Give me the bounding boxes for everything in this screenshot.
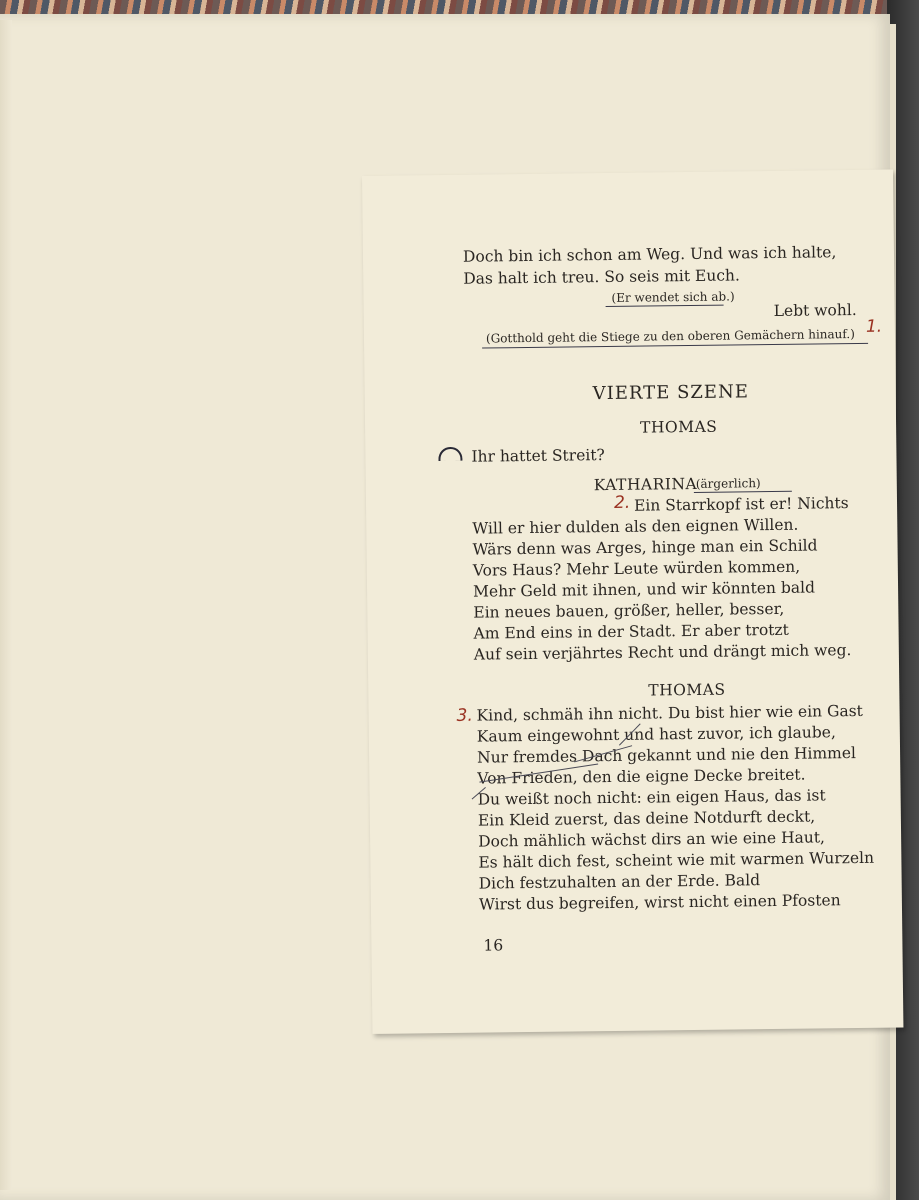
- page-number: 16: [483, 936, 504, 955]
- verse-line: Dich festzuhalten an der Erde. Bald: [478, 871, 761, 893]
- verse-line: Am End eins in der Stadt. Er aber trotzt: [473, 620, 789, 643]
- verse-line: Will er hier dulden als den eignen Willen.: [472, 515, 799, 538]
- verse-line: Kaum eingewohnt und hast zuvor, ich glaube,: [476, 723, 836, 746]
- stage-direction: (Gotthold geht die Stiege zu den oberen Gemächern hinauf.): [485, 326, 855, 346]
- verse-line: Doch mählich wächst dirs an wie eine Haut,: [478, 828, 826, 851]
- verse-line: Kind, schmäh ihn nicht. Du bist hier wie ein Gast: [476, 701, 863, 725]
- speaker-name: THOMAS: [639, 417, 718, 437]
- verse-line: Wärs denn was Arges, hinge man ein Schild: [472, 536, 818, 559]
- stage-direction: (ärgerlich): [695, 476, 761, 491]
- verse-line: Vors Haus? Mehr Leute würden kommen,: [472, 557, 801, 580]
- verse-line: Du weißt noch nicht: ein eigen Haus, das ist: [477, 786, 826, 809]
- pencil-underline: [694, 491, 792, 493]
- speaker-name: KATHARINA: [593, 474, 698, 495]
- verse-line: Ihr hattet Streit?: [471, 446, 605, 466]
- annotation-mark: 3.: [456, 705, 473, 726]
- album-page-margin: [0, 20, 12, 1190]
- verse-line: Mehr Geld mit ihnen, und wir könnten bald: [472, 578, 816, 601]
- stage-direction: (Er wendet sich ab.): [611, 289, 735, 305]
- verse-line: Ein Starrkopf ist er! Nichts: [633, 494, 849, 515]
- speaker-name: THOMAS: [648, 680, 726, 700]
- verse-line: Doch bin ich schon am Weg. Und was ich halte,: [462, 243, 837, 266]
- verse-line: Wirst dus begreifen, wirst nicht einen Pfosten: [478, 891, 841, 914]
- annotation-mark: 2.: [613, 492, 631, 513]
- verse-line: Ein Kleid zuerst, das deine Notdurft deckt,: [477, 807, 816, 830]
- pencil-underline: [606, 305, 724, 307]
- verse-line: Ein neues bauen, größer, heller, besser,: [473, 599, 785, 622]
- scene-heading: VIERTE SZENE: [592, 381, 750, 405]
- verse-line: Nur fremdes Dach gekannt und nie den Himmel: [477, 744, 857, 767]
- annotation-mark: 1.: [865, 316, 883, 337]
- verse-line: Auf sein verjährtes Recht und drängt mich weg.: [473, 641, 852, 664]
- fermata-mark: [438, 447, 462, 461]
- verse-line: Lebt wohl.: [773, 300, 857, 320]
- verse-line: Es hält dich fest, scheint wie mit warmen Wurzeln: [478, 848, 875, 872]
- printed-leaf: [362, 170, 903, 1034]
- verse-line: Von Frieden, den die eigne Decke breitet.: [477, 765, 806, 788]
- verse-line: Das halt ich treu. So seis mit Euch.: [463, 266, 740, 288]
